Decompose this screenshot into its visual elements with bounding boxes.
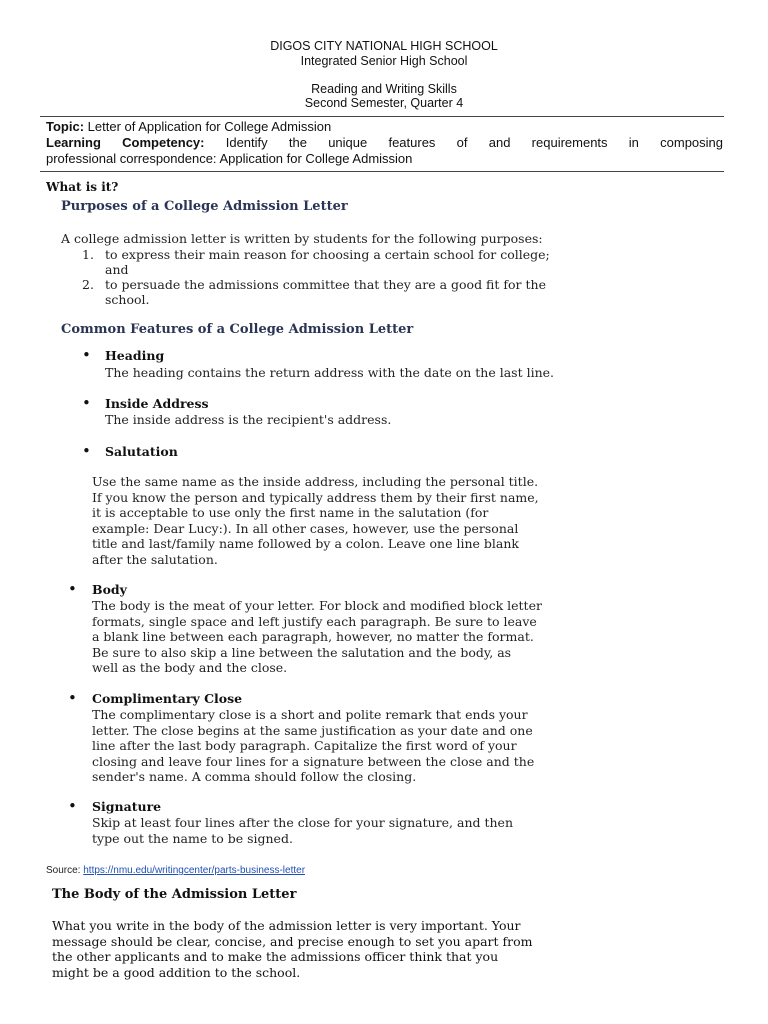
close-line: line after the last body paragraph. Capitalize the first word of your	[92, 738, 517, 754]
subschool-name: Integrated Senior High School	[300, 54, 468, 68]
salutation-line: Use the same name as the inside address, including the personal title.	[92, 474, 539, 489]
signature-line: Skip at least four lines after the close for your signature, and then	[92, 815, 514, 830]
body-line: a blank line between each paragraph, however, no matter the format.	[92, 629, 534, 645]
body-line: Be sure to also skip a line between the salutation and the body, as	[92, 644, 512, 660]
bullet-icon: •	[68, 689, 77, 707]
body-feature-text	[92, 598, 542, 676]
subject-title: Reading and Writing Skills	[311, 82, 457, 96]
complimentary-close-title: Complimentary Close	[92, 691, 243, 706]
purposes-heading: Purposes of a College Admission Letter	[61, 199, 348, 214]
close-line: closing and leave four lines for a signature between the close and the	[92, 753, 535, 769]
body-line: The body is the meat of your letter. For block and modified block letter	[92, 598, 542, 613]
inside-address-title: Inside Address	[105, 396, 209, 411]
topic-label: Topic:	[46, 119, 85, 134]
salutation-text	[92, 474, 539, 568]
complimentary-close-text	[92, 707, 534, 785]
features-heading: Common Features of a College Admission Letter	[61, 322, 414, 337]
bullet-icon: •	[82, 394, 91, 412]
body-feature-title: Body	[92, 582, 127, 597]
source-label: Source:	[46, 865, 81, 876]
topic-text: Letter of Application for College Admission	[87, 119, 332, 134]
salutation-title: Salutation	[105, 444, 178, 459]
competency-label: Learning Competency:	[46, 135, 205, 150]
body-section-line: the other applicants and to make the admissions officer think that you	[52, 949, 499, 965]
salutation-line: title and last/family name followed by a colon. Leave one line blank	[92, 536, 519, 552]
salutation-line: example: Dear Lucy:). In all other cases, however, use the personal	[92, 520, 519, 536]
body-line: formats, single space and left justify each paragraph. Be sure to leave	[92, 613, 537, 629]
close-line: letter. The close begins at the same justification as your date and one	[92, 722, 533, 738]
bullet-icon: •	[82, 346, 91, 364]
bullet-icon: •	[68, 797, 77, 815]
list-number: 2.	[82, 277, 94, 292]
salutation-line: it is acceptable to use only the first name in the salutation (for	[92, 505, 489, 521]
inside-address-text: The inside address is the recipient's address.	[105, 412, 392, 427]
topic-line	[46, 119, 331, 135]
competency-line-1: Identify the unique features of and requirements in composing	[225, 135, 723, 150]
signature-title: Signature	[92, 799, 162, 814]
purposes-intro: A college admission letter is written by students for the following purposes:	[61, 231, 543, 246]
close-line: The complimentary close is a short and polite remark that ends your	[92, 707, 528, 722]
signature-text	[92, 815, 513, 846]
purpose-item-1-line-2: and	[105, 262, 129, 277]
learning-competency	[46, 135, 723, 167]
signature-line: type out the name to be signed.	[92, 830, 293, 846]
heading-feature-title: Heading	[105, 348, 165, 363]
term-label: Second Semester, Quarter 4	[304, 96, 464, 110]
body-section-line: message should be clear, concise, and precise enough to set you apart from	[52, 933, 533, 949]
what-is-it-heading: What is it?	[46, 180, 119, 194]
close-line: sender's name. A comma should follow the closing.	[92, 769, 417, 785]
top-divider	[40, 116, 724, 117]
body-section-heading: The Body of the Admission Letter	[52, 887, 297, 902]
body-section-line: might be a good addition to the school.	[52, 964, 301, 980]
bottom-divider	[40, 171, 724, 172]
purpose-item-2-line-1: to persuade the admissions committee that they are a good fit for the	[105, 277, 546, 292]
bullet-icon: •	[68, 580, 77, 598]
salutation-line: If you know the person and typically address them by their first name,	[92, 489, 539, 505]
body-section-line: What you write in the body of the admission letter is very important. Your	[52, 918, 521, 933]
source-link[interactable]: https://nmu.edu/writingcenter/parts-business-letter	[83, 865, 306, 876]
heading-feature-text: The heading contains the return address with the date on the last line.	[105, 365, 555, 380]
purpose-item-1-line-1: to express their main reason for choosing a certain school for college;	[105, 247, 550, 262]
competency-line-2: professional correspondence: Application for College Admission	[46, 151, 413, 166]
purpose-item-2-line-2: school.	[105, 292, 150, 307]
body-section-text	[52, 918, 533, 980]
list-number: 1.	[82, 247, 94, 262]
bullet-icon: •	[82, 442, 91, 460]
source-line	[46, 865, 305, 876]
body-line: well as the body and the close.	[92, 660, 288, 676]
salutation-line: after the salutation.	[92, 551, 218, 567]
school-name: DIGOS CITY NATIONAL HIGH SCHOOL	[270, 39, 498, 53]
